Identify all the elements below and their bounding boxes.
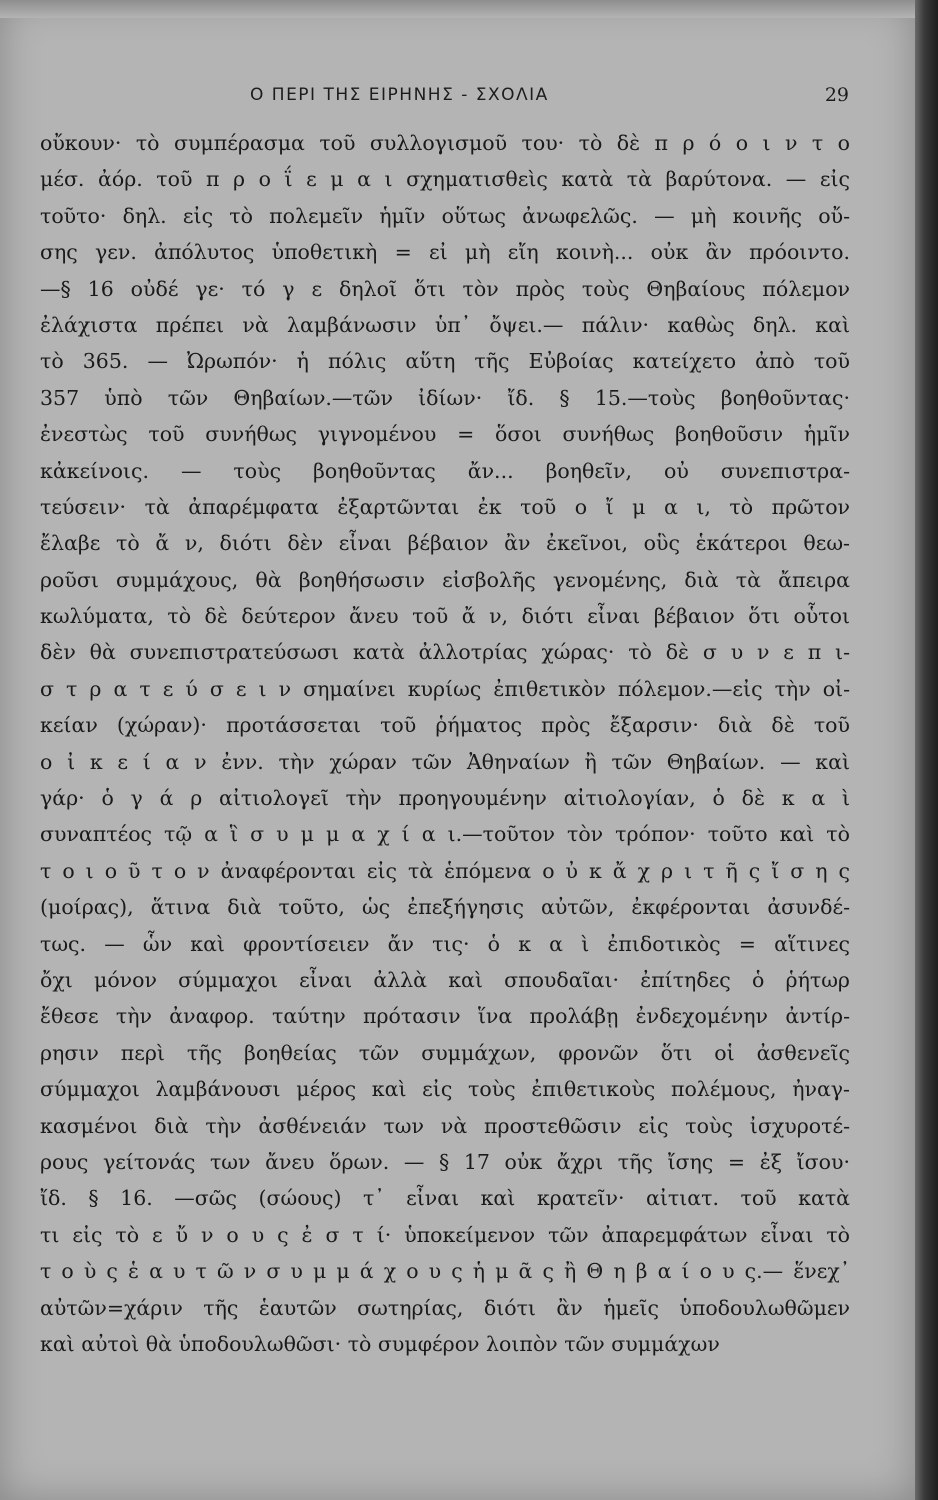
text-line: ἔθεσε τὴν ἀναφορ. ταύτην πρότασιν ἵνα προλάβῃ ἐνδεχομένην ἀντίρ- (40, 1004, 850, 1029)
text-line: τως. — ὧν καὶ φροντίσειεν ἄν τις· ὁ κ α ὶ ἐπιδοτικὸς = αἵτινες (40, 931, 850, 956)
text-line: τὸ 365. — Ὠρωπόν· ἡ πόλις αὕτη τῆς Εὐβοίας κατείχετο ἀπὸ τοῦ (40, 349, 850, 374)
text-line: γάρ· ὁ γ ά ρ αἰτιολογεῖ τὴν προηγουμένην αἰτιολογίαν, ὁ δὲ κ α ὶ (40, 786, 850, 811)
text-line: τοῦτο· δηλ. εἰς τὸ πολεμεῖν ἡμῖν οὕτως ἀνωφελῶς. — μὴ κοινῆς οὔ- (40, 203, 850, 228)
page-header (40, 78, 855, 112)
book-edge (915, 0, 938, 1500)
text-line: τ ο ὺ ς ἑ α υ τ ῶ ν σ υ μ μ ά χ ο υ ς ἡ μ ᾶ ς ἢ Θ η β α ί ο υ ς.— ἕνεχ᾽ (40, 1259, 850, 1284)
text-line: τι εἰς τὸ ε ὔ ν ο υ ς ἐ σ τ ί· ὑποκείμενον τῶν ἀπαρεμφάτων εἶναι τὸ (40, 1222, 850, 1247)
text-line: ἔλαβε τὸ ἄ ν, διότι δὲν εἶναι βέβαιον ἂν ἐκεῖνοι, οὓς ἑκάτεροι θεω- (40, 531, 850, 556)
text-line: ρους γείτονάς των ἄνευ ὅρων. — § 17 οὐκ ἄχρι τῆς ἴσης = ἐξ ἴσου· (40, 1149, 850, 1174)
text-line: ο ἰ κ ε ί α ν ἐνν. τὴν χώραν τῶν Ἀθηναίων ἢ τῶν Θηβαίων. — καὶ (40, 749, 850, 774)
text-line: δὲν θὰ συνεπιστρατεύσωσι κατὰ ἀλλοτρίας χώρας· τὸ δὲ σ υ ν ε π ι- (40, 640, 850, 665)
text-line: ἴδ. § 16. —σῶς (σώους) τ᾽ εἶναι καὶ κρατεῖν· αἰτιατ. τοῦ κατὰ (40, 1186, 850, 1211)
text-line: ἐνεστὼς τοῦ συνήθως γιγνομένου = ὅσοι συνήθως βοηθοῦσιν ἡμῖν (40, 422, 850, 447)
text-line: ὄχι μόνον σύμμαχοι εἶναι ἀλλὰ καὶ σπουδαῖαι· ἐπίτηδες ὁ ῥήτωρ (40, 967, 850, 992)
text-line: αὐτῶν=χάριν τῆς ἑαυτῶν σωτηρίας, διότι ἂν ἡμεῖς ὑποδουλωθῶμεν (40, 1295, 850, 1320)
page-top-shadow (0, 0, 915, 18)
text-line: κἀκείνοις. — τοὺς βοηθοῦντας ἄν... βοηθεῖν, οὐ συνεπιστρα- (40, 458, 850, 483)
text-line: κείαν (χώραν)· προτάσσεται τοῦ ῥήματος πρὸς ἔξαρσιν· διὰ δὲ τοῦ (40, 713, 850, 738)
text-line: οὔκουν· τὸ συμπέρασμα τοῦ συλλογισμοῦ του· τὸ δὲ π ρ ό ο ι ν τ ο (40, 131, 850, 155)
text-line: τ ο ι ο ῦ τ ο ν ἀναφέρονται εἰς τὰ ἑπόμενα ο ὐ κ ἄ χ ρ ι τ ῆ ς ἴ σ η ς (40, 858, 850, 883)
text-line: 357 ὑπὸ τῶν Θηβαίων.—τῶν ἰδίων· ἴδ. § 15.—τοὺς βοηθοῦντας· (40, 385, 850, 410)
text-line: σύμμαχοι λαμβάνουσι μέρος καὶ εἰς τοὺς ἐπιθετικοὺς πολέμους, ἠναγ- (40, 1077, 850, 1102)
text-line: κωλύματα, τὸ δὲ δεύτερον ἄνευ τοῦ ἄ ν, διότι εἶναι βέβαιον ὅτι οὗτοι (40, 604, 850, 629)
text-line: σης γεν. ἀπόλυτος ὑποθετικὴ = εἰ μὴ εἴη κοινὴ... οὐκ ἂν πρόοιντο. (40, 240, 850, 265)
text-line: ἐλάχιστα πρέπει νὰ λαμβάνωσιν ὑπ᾽ ὄψει.— πάλιν· καθὼς δηλ. καὶ (40, 312, 850, 337)
text-line: κασμένοι διὰ τὴν ἀσθένειάν των νὰ προστεθῶσιν εἰς τοὺς ἰσχυροτέ- (40, 1113, 850, 1138)
text-line: ροῦσι συμμάχους, θὰ βοηθήσωσιν εἰσβολῆς γενομένης, διὰ τὰ ἄπειρα (40, 567, 850, 592)
text-line: σ τ ρ α τ ε ύ σ ε ι ν σημαίνει κυρίως ἐπιθετικὸν πόλεμον.—εἰς τὴν οἰ- (40, 676, 850, 701)
text-line: καὶ αὐτοὶ θὰ ὑποδουλωθῶσι· τὸ συμφέρον λοιπὸν τῶν συμμάχων (40, 1331, 720, 1356)
text-line: μέσ. ἀόρ. τοῦ π ρ ο ΐ ε μ α ι σχηματισθεὶς κατὰ τὰ βαρύτονα. — εἰς (40, 167, 850, 192)
text-line: τεύσειν· τὰ ἀπαρέμφατα ἐξαρτῶνται ἐκ τοῦ ο ἴ μ α ι, τὸ πρῶτον (40, 494, 850, 519)
page-number: 29 (824, 84, 849, 106)
text-line: (μοίρας), ἅτινα διὰ τοῦτο, ὡς ἐπεξήγησις αὐτῶν, ἐκφέρονται ἀσυνδέ- (40, 895, 850, 920)
text-line: συναπτέος τῷ α ἳ σ υ μ μ α χ ί α ι.—τοῦτον τὸν τρόπον· τοῦτο καὶ τὸ (40, 822, 850, 847)
commentary-text (40, 125, 850, 1362)
text-line: —§ 16 οὐδέ γε· τό γ ε δηλοῖ ὅτι τὸν πρὸς τοὺς Θηβαίους πόλεμον (40, 276, 850, 301)
running-title: Ο ΠΕΡΙ ΤΗΣ ΕΙΡΗΝΗΣ - ΣΧΟΛΙΑ (250, 85, 549, 105)
text-line: ρησιν περὶ τῆς βοηθείας τῶν συμμάχων, φρονῶν ὅτι οἱ ἀσθενεῖς (40, 1040, 850, 1065)
